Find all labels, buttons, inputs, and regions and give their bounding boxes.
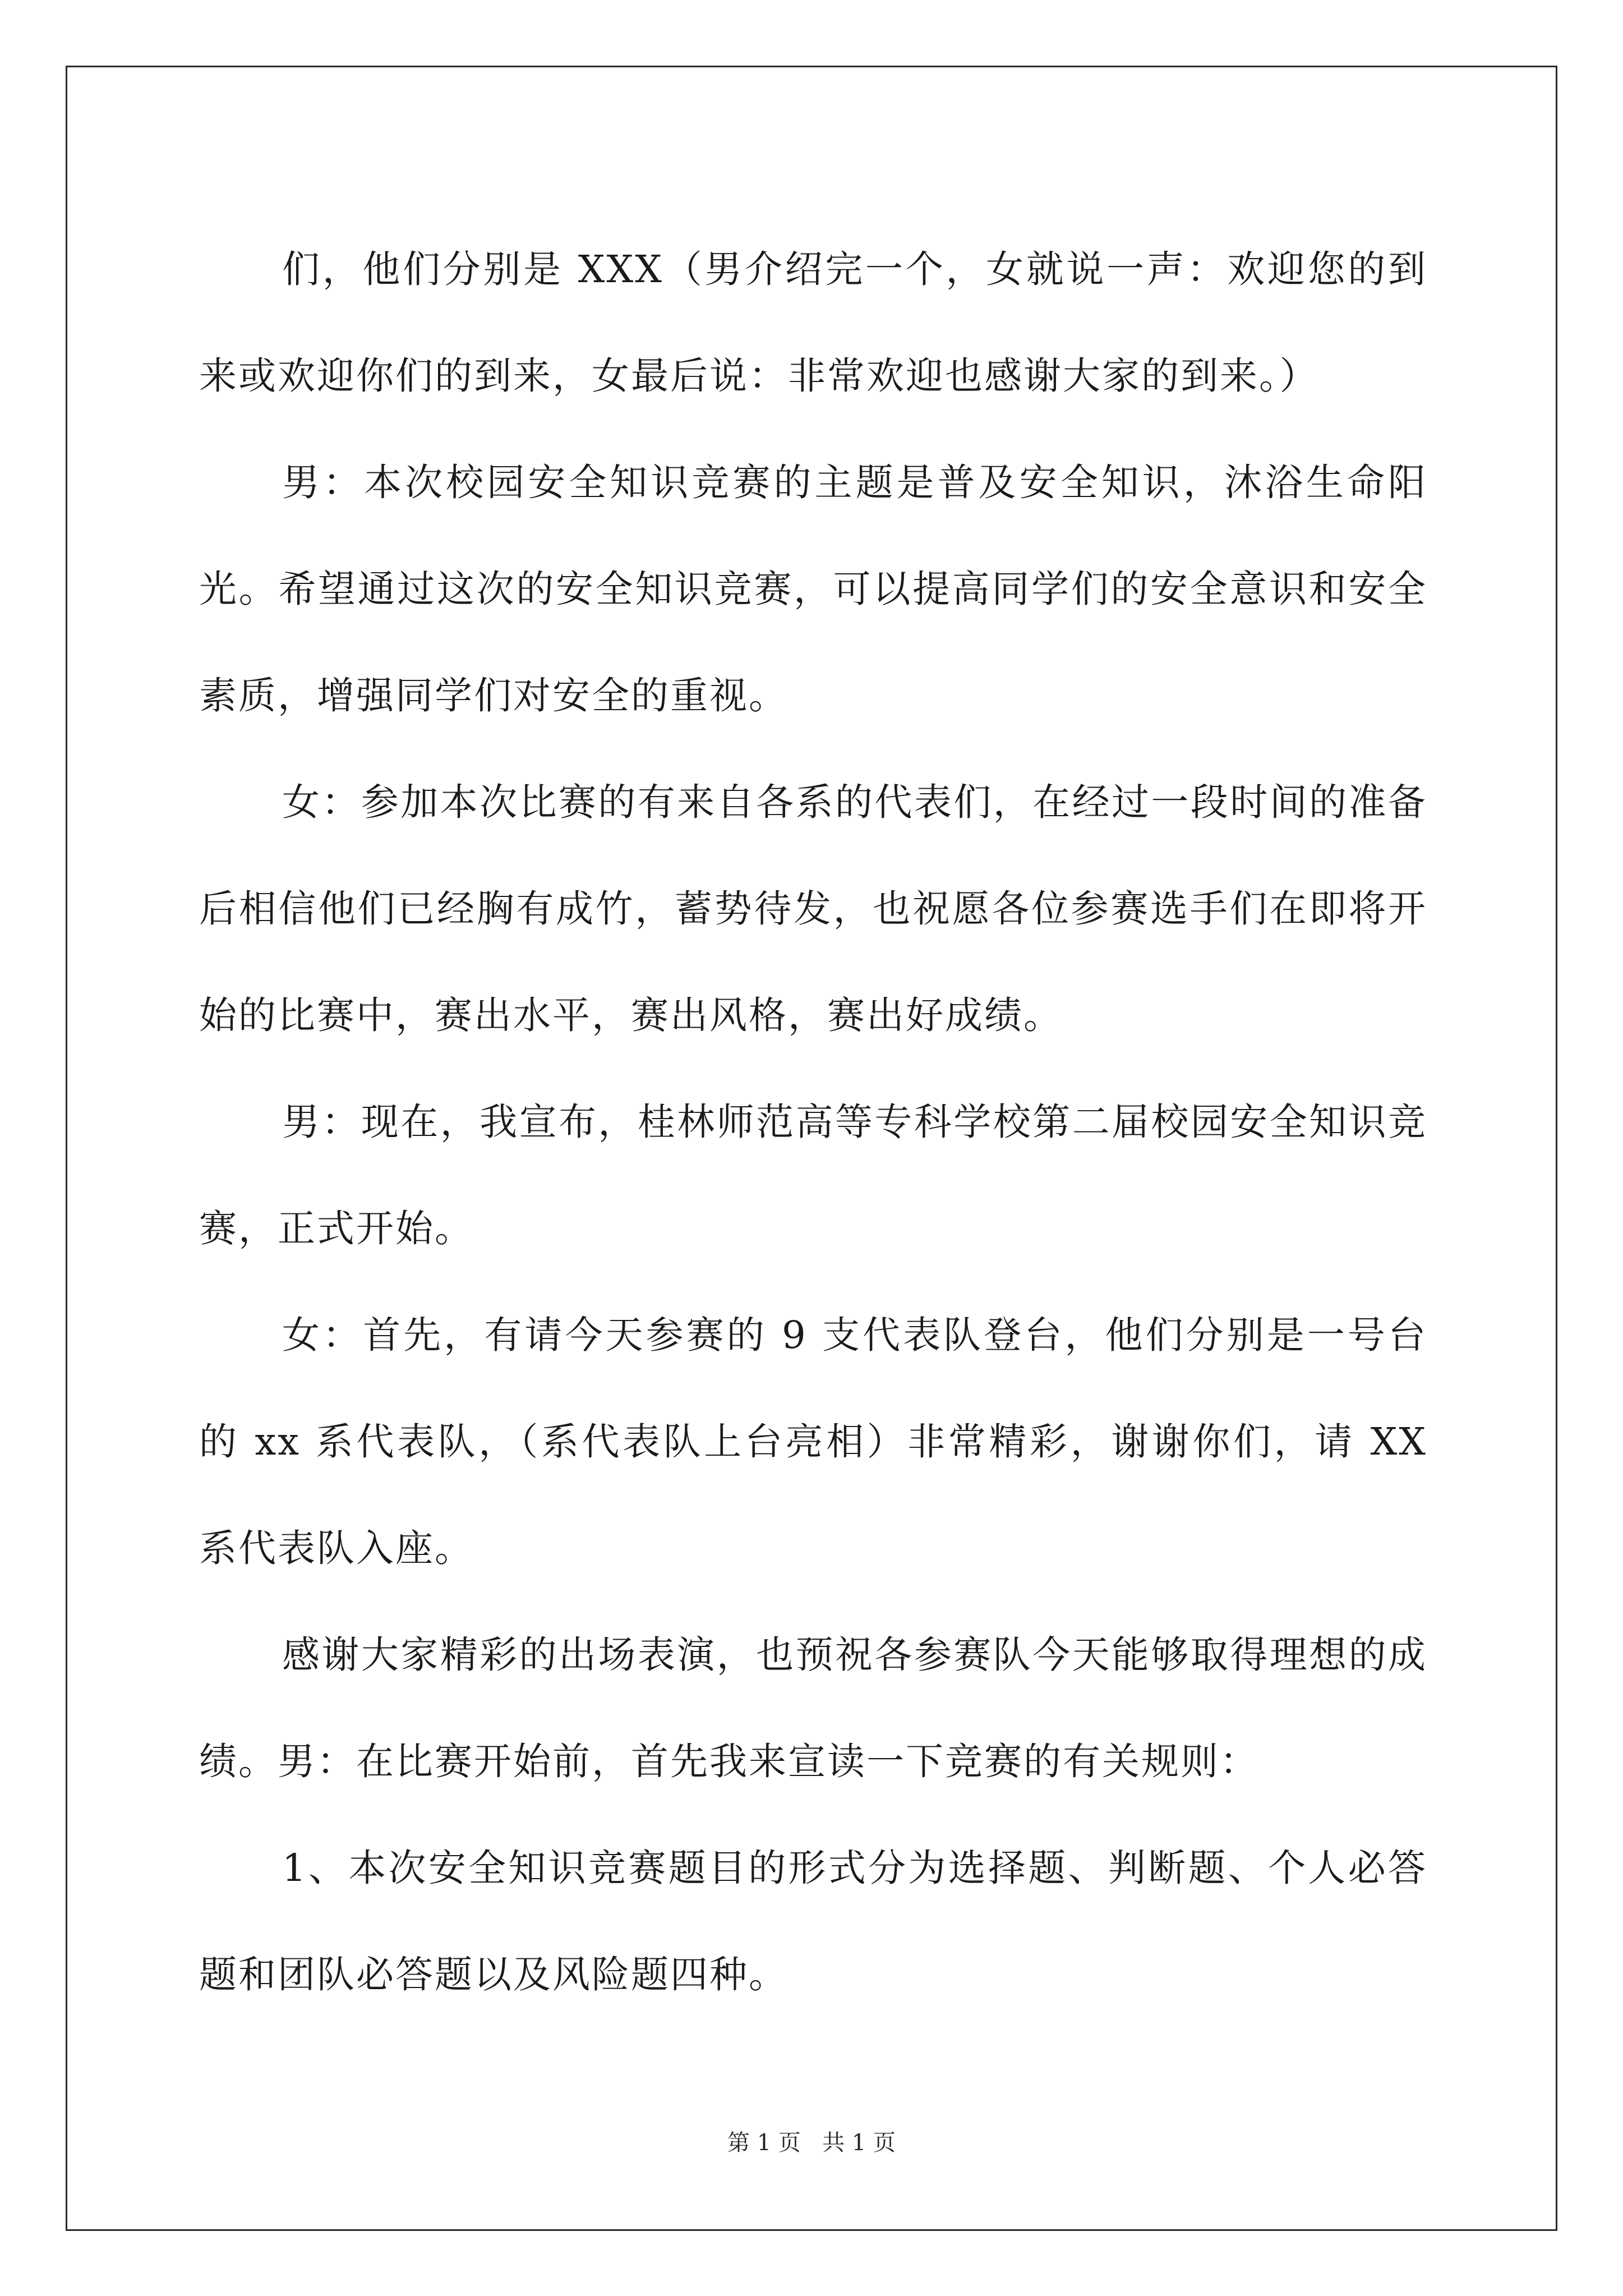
paragraph: 感谢大家精彩的出场表演，也预祝各参赛队今天能够取得理想的成绩。男：在比赛开始前，首先我来宣读一下竞赛的有关规则： xyxy=(199,1633,1427,1783)
page-footer: 第 1 页 共 1 页 xyxy=(727,2130,896,2156)
paragraph: 们，他们分别是 XXX（男介绍完一个，女就说一声：欢迎您的到来或欢迎你们的到来，女最后说：非常欢迎也感谢大家的到来。） xyxy=(199,247,1427,398)
paragraph: 男：本次校园安全知识竞赛的主题是普及安全知识，沐浴生命阳光。希望通过这次的安全知识竞赛，可以提高同学们的安全意识和安全素质，增强同学们对安全的重视。 xyxy=(199,461,1427,717)
paragraph: 女：参加本次比赛的有来自各系的代表们，在经过一段时间的准备后相信他们已经胸有成竹，蓄势待发，也祝愿各位参赛选手们在即将开始的比赛中，赛出水平，赛出风格，赛出好成绩。 xyxy=(199,780,1427,1037)
paragraph: 女：首先，有请今天参赛的 9 支代表队登台，他们分别是一号台的 xx 系代表队，（系代表队上台亮相）非常精彩，谢谢你们，请 XX 系代表队入座。 xyxy=(199,1313,1427,1570)
document-body xyxy=(199,216,1427,2028)
paragraph: 男：现在，我宣布，桂林师范高等专科学校第二届校园安全知识竞赛，正式开始。 xyxy=(199,1100,1427,1250)
paragraph: 1、本次安全知识竞赛题目的形式分为选择题、判断题、个人必答题和团队必答题以及风险题四种。 xyxy=(199,1846,1427,1996)
